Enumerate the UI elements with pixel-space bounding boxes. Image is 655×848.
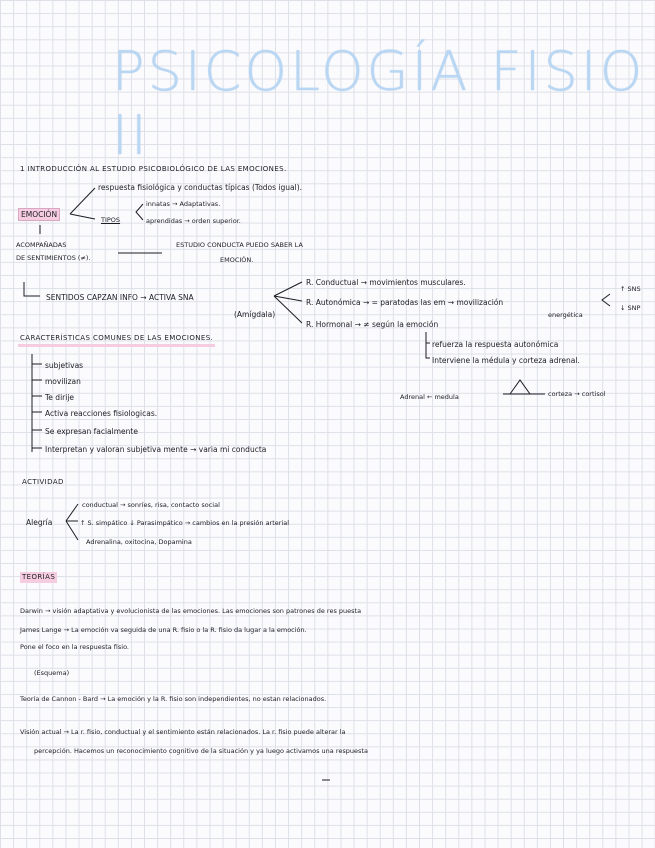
caracteristica-item: movilizan: [45, 377, 81, 386]
teoria-esquema: (Esquema): [34, 669, 70, 677]
acompanadas-line1: ACOMPAÑADAS: [16, 241, 67, 249]
alegria-adrenalina: Adrenalina, oxitocina, Dopamina: [86, 538, 192, 546]
estudio-line2: EMOCIÓN.: [220, 256, 254, 264]
arrows-hormonal: [426, 332, 430, 358]
brace-sna: [274, 282, 302, 323]
caracteristica-item: Te dirije: [45, 393, 75, 402]
aprendidas-text: aprendidas → orden superior.: [146, 217, 241, 225]
list-ticks: [32, 364, 42, 448]
snp-text: ↓ SNP: [620, 304, 641, 312]
r-conductual-text: R. Conductual → movimientos musculares.: [306, 278, 466, 287]
caracteristica-item: Se expresan facialmente: [45, 427, 138, 436]
innatas-text: innatas → Adaptativas.: [146, 200, 221, 208]
teoria-james-line2: Pone el foco en la respuesta fisio.: [20, 643, 130, 651]
section-heading-teorias: TEORÍAS: [22, 573, 56, 581]
sentidos-text: SENTIDOS CAPZAN INFO → ACTIVA SNA: [46, 293, 194, 302]
caracteristica-item: subjetivas: [45, 361, 84, 370]
r-autonomica-text: R. Autonómica → = paratodas las em → movilización: [306, 298, 504, 307]
alegria-label: Alegría: [26, 518, 53, 527]
refuerza-text: refuerza la respuesta autonómica: [432, 340, 559, 349]
connector-emocion-respuesta: [70, 188, 95, 214]
respuesta-text: respuesta fisiológica y conductas típicas (Todos igual).: [98, 183, 303, 192]
page-title: PSICOLOGÍA FISIO II: [112, 40, 646, 167]
adrenal-text: Adrenal ← medula: [400, 393, 459, 401]
acompanadas-line2: DE SENTIMIENTOS (≠).: [16, 254, 91, 262]
brace-sns-snp: [602, 294, 610, 306]
emocion-label: EMOCIÓN: [18, 208, 60, 221]
r-hormonal-text: R. Hormonal → ≠ según la emoción: [306, 320, 439, 329]
caracteristica-item: Interpretan y valoran subjetiva mente → varia mi conducta: [45, 445, 267, 454]
energetica-text: energética: [548, 311, 583, 319]
estudio-line1: ESTUDIO CONDUCTA PUEDO SABER LA: [176, 241, 303, 249]
section-heading-caracteristicas: CARACTERÍSTICAS COMUNES DE LAS EMOCIONES.: [18, 333, 215, 347]
corteza-text: corteza → cortisol: [548, 390, 606, 398]
connector-emocion-tipos: [70, 214, 95, 219]
brace-alegria: [66, 504, 78, 540]
teoria-james-line1: James Lange → La emoción va seguida de una R. fisio o la R. fisio da lugar a la emoción.: [20, 626, 307, 634]
alegria-simpatico: ↑ S. simpático ↓ Parasimpático → cambios en la presión arterial: [80, 519, 290, 527]
section-heading-actividad: ACTIVIDAD: [22, 478, 64, 486]
teoria-vision-line2: percepción. Hacemos un reconocimiento cognitivo de la situación y ya luego activamos una respuesta: [34, 747, 368, 755]
interviene-text: Interviene la médula y corteza adrenal.: [432, 356, 580, 365]
arrow-sentidos: [24, 282, 40, 296]
tipos-label: TIPOS: [101, 216, 121, 224]
teoria-darwin: Darwin → visión adaptativa y evolucionista de las emociones. Las emociones son patrones de res puesta: [20, 607, 362, 615]
triangle-adrenal: [510, 380, 530, 394]
teoria-vision-line1: Visión actual → La r. fisio, conductual y el sentimiento están relacionados. La r. fisio puede alterar la: [20, 728, 346, 736]
caracteristica-item: Activa reacciones fisiologicas.: [45, 409, 158, 418]
brace-tipos: [136, 204, 143, 220]
section-heading-introduccion: 1 INTRODUCCIÓN AL ESTUDIO PSICOBIOLÓGICO DE LAS EMOCIONES.: [20, 165, 287, 173]
amigdala-text: (Amígdala): [234, 310, 276, 319]
teoria-cannon: Teoría de Cannon - Bard → La emoción y la R. fisio son independientes, no estan relacionados.: [20, 695, 327, 703]
alegria-conductual: conductual → sonríes, risa, contacto social: [82, 501, 220, 509]
sns-text: ↑ SNS: [620, 285, 641, 293]
